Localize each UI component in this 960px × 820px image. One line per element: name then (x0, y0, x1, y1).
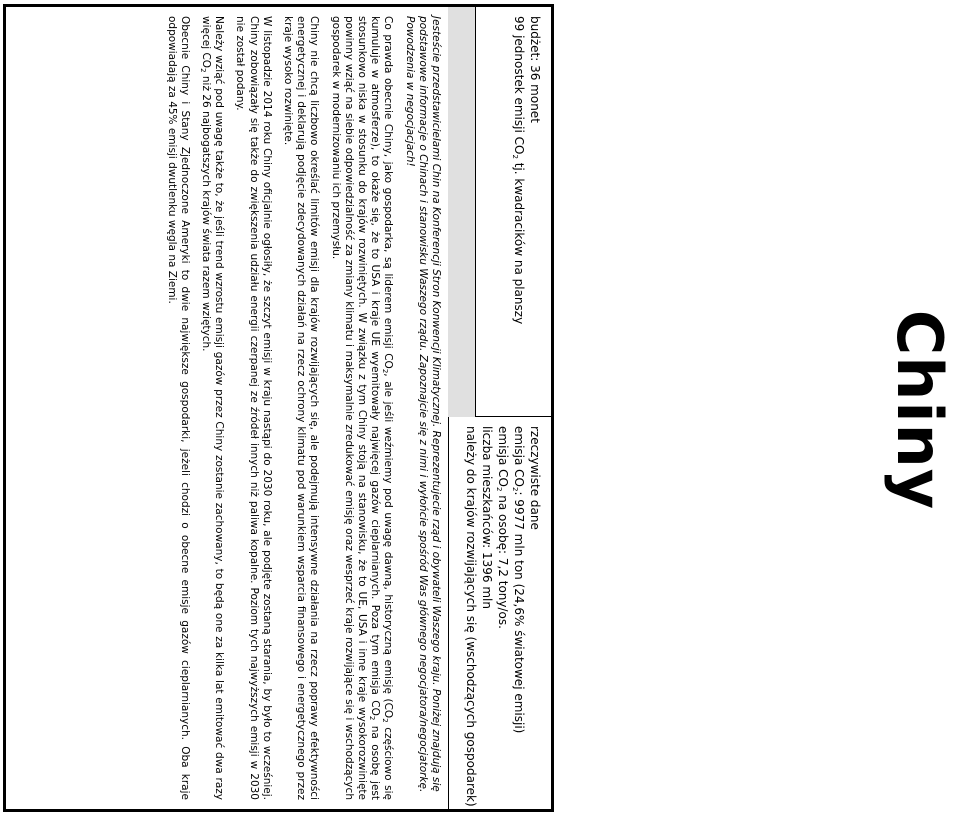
facts-population: liczba mieszkańców: 1396 mln (480, 426, 494, 609)
intro-text: Jesteście przedstawicielami Chin na Konferencji Stron Konwencji Klimatycznej. Reprezentujecie rząd i obywateli Waszego kraju. Poniżej znajdują się podstawowe informacje o Chinach i stanowisku Waszego rządu. Zapoznajcie się z nimi i wyłońcie spośród Was głównego negocjatora/negocjatorkę. Powodzenia w negocjacjach! (403, 16, 442, 793)
paragraph-2: Chiny nie chcą liczbowo określać limitów emisji dla krajów rozwijających się, ale podejmują intensywne działania na rzecz poprawy efektywności energetycznej i deklarują podjęcie zdecydowanych działań na rzecz ochrony klimatu pod warunkiem wsparcia finansowego i energetycznego przez kraje wysoko rozwinięte. (281, 16, 321, 800)
budget-line: budżet: 36 monet (528, 16, 542, 123)
content-area (6, 7, 448, 809)
facts-header: rzeczywiste dane (528, 426, 542, 530)
budget-units-line: 99 jednostek emisji $CO_2$ tj. kwadracików na planszy (511, 16, 526, 325)
facts-group: należy do krajów rozwijających się (wschodzących gospodarek) (464, 426, 478, 807)
paragraph-1: Co prawda obecnie Chiny, jako gospodarka, są liderem emisji $CO_2$, ale jeśli weźmiemy pod uwagę dawną, historyczną emisję ($CO_2$ częściowo się kumuluje w atmosferze), to okaże się, że to USA i kraje UE wyemitowały najwięcej gazów cieplarnianych. Poza tym emisja $CO_2$ na osobę jest stosunkowo niska w stosunku do krajów rozwiniętych. W związku z tym Chiny stoją na stanowisku, że to UE, USA i inne kraje wysokorozwinięte powinny wziąć na siebie odpowiedzialność za zmiany klimatu i maksymalnie zredukować emisję oraz wesprzeć kraje rozwijające się i wschodzących gospodarek w modernizowaniu ich przemysłu. (329, 16, 395, 801)
paragraph-4: Należy wziąć pod uwagę także to, że jeśli trend wzrostu emisji gazów przez Chiny zostanie zachowany, to będą one za kilka lat emitować dwa razy więcej $CO_2$ niż 26 najbogatszych krajów świata razem wziętych. (198, 16, 226, 800)
paragraph-3: W listopadzie 2014 roku Chiny oficjalnie ogłosiły, że szczyt emisji w kraju nastąpi do 2030 roku, ale podjęte zostaną starania, by było to wcześniej. Chiny zobowiązały się także do zwiększenia udziału energii czerpanej ze źródeł innych niż paliwa kopalne. Poziom tych najwyższych emisji w 2030 nie został podany. (234, 16, 273, 800)
facts-per-capita: emisja $CO_2$ na osobę: 7,2 tony/os. (495, 426, 510, 629)
paragraph-5: Obecnie Chiny i Stany Zjednoczone Ameryki to dwie największe gospodarki, jeżeli chodzi o obecne emisje gazów cieplarnianych. Oba kraje odpowiadają za 45% emisji dwutlenku węgla na Ziemi. (165, 16, 191, 800)
facts-cell (448, 417, 551, 809)
budget-cell (475, 7, 551, 417)
facts-emissions: emisja $CO_2$: 9977 mln ton (24,6% światowej emisji) (511, 426, 526, 734)
country-card (3, 4, 554, 812)
page-title: Chiny (883, 309, 957, 511)
